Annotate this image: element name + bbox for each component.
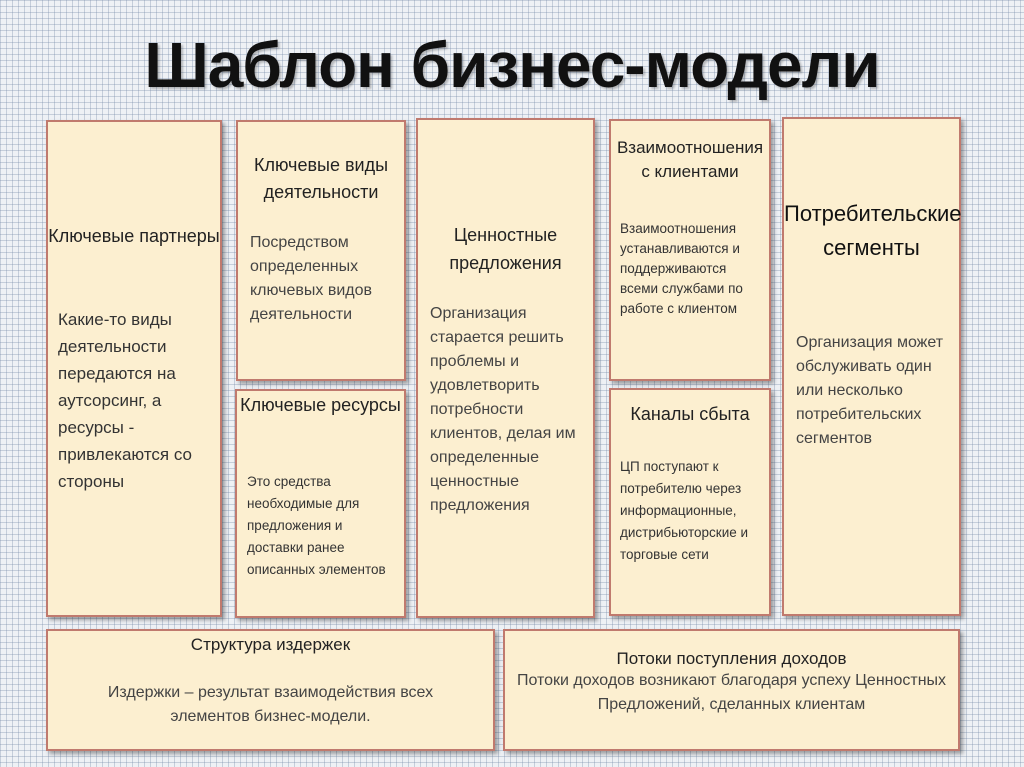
revenue-streams-block — [503, 629, 960, 751]
key-activities-text: Посредством определенных ключевых видов деятельности — [250, 234, 373, 323]
revenue-streams-heading: Потоки поступления доходов — [616, 649, 847, 668]
channels-text: ЦП поступают к потребителю через информационные, дистрибьюторские и торговые сети — [620, 459, 749, 562]
customer-segments-heading: Потребительские сегменты — [784, 201, 962, 260]
page-title: Шаблон бизнес-модели — [144, 29, 880, 101]
cost-structure-heading: Структура издержек — [190, 635, 351, 654]
key-activities-heading: Ключевые виды деятельности — [253, 155, 389, 202]
key-resources-block — [235, 389, 406, 618]
value-propositions-block — [416, 118, 595, 618]
channels-heading: Каналы сбыта — [630, 404, 750, 424]
key-partners-heading: Ключевые партнеры — [48, 226, 220, 246]
customer-relationships-text: Взаимоотношения устанавливаются и поддерживаются всеми службами по работе с клиентом — [620, 221, 743, 316]
customer-segments-text: Организация может обслуживать один или несколько потребительских сегментов — [796, 334, 944, 447]
customer-segments-block — [782, 117, 961, 616]
cost-structure-text: Издержки – результат взаимодействия всех элементов бизнес-модели. — [107, 684, 434, 725]
cost-structure-block — [46, 629, 495, 751]
key-resources-text: Это средства необходимые для предложения и доставки ранее описанных элементов — [247, 474, 386, 577]
revenue-streams-text: Потоки доходов возникают благодаря успеху Ценностных Предложений, сделанных клиентам — [516, 672, 947, 713]
value-propositions-heading: Ценностные предложения — [449, 225, 562, 273]
channels-block — [609, 388, 771, 616]
value-propositions-text: Организация старается решить проблемы и удовлетворить потребности клиентов, делая им определенные ценностные предложения — [430, 305, 576, 514]
customer-relationships-block — [609, 119, 771, 381]
key-activities-block — [236, 120, 406, 381]
key-partners-block — [46, 120, 222, 617]
key-resources-heading: Ключевые ресурсы — [240, 395, 401, 415]
customer-relationships-heading: Взаимоотношения с клиентами — [616, 138, 764, 181]
key-partners-text: Какие-то виды деятельности передаются на аутсорсинг, а ресурсы - привлекаются со стороны — [58, 310, 192, 491]
